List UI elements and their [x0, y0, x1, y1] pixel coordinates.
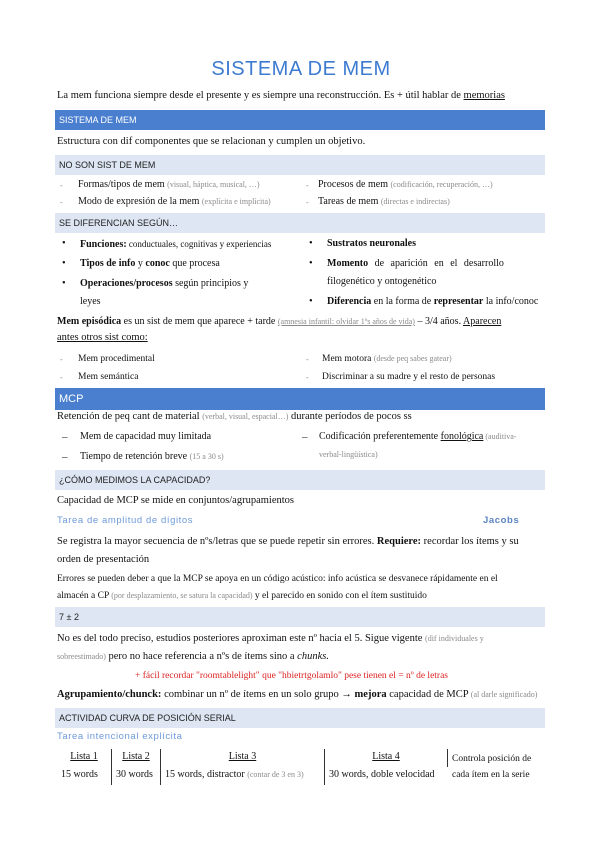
- table-cell: 15 words, distractor (contar de 3 en 3): [161, 767, 325, 785]
- list-item: Tipos de info y conoc que procesa: [80, 258, 220, 269]
- sistema-text: Estructura con dif componentes que se relacionan y cumplen un objetivo.: [57, 136, 366, 147]
- seven-text-2: sobreestimado) pero no hace referencia a nºs de ítems sino a chunks.: [57, 651, 329, 662]
- section-header-capacidad: ¿CÓMO MEDIMOS LA CAPACIDAD?: [55, 470, 545, 490]
- digits-text-2: orden de presentación: [57, 554, 150, 565]
- example-red: + fácil recordar "roomtablelight" que "hbietrtgolamlo" pese tienen el = nº de letras: [135, 671, 449, 681]
- section-header-sistema: SISTEMA DE MEM: [55, 110, 545, 130]
- control-note: Controla posición de cada ítem en la serie: [452, 754, 532, 780]
- capacidad-text: Capacidad de MCP se mide en conjuntos/agrupamientos: [57, 495, 294, 506]
- author-name: Jacobs: [483, 515, 520, 526]
- digits-text-3: Errores se pueden deber a que la MCP se apoya en un código acústico: info acústica se desvanece rápidamente en el: [57, 574, 498, 584]
- page-title: SISTEMA DE MEM: [211, 58, 391, 80]
- list-item: Procesos de mem (codificación, recuperación, …): [318, 179, 493, 190]
- intro-text: La mem funciona siempre desde el presente y es siempre una reconstrucción. Es + útil hablar de memorias: [57, 90, 505, 101]
- section-header-serial: ACTIVIDAD CURVA DE POSICIÓN SERIAL: [55, 708, 545, 728]
- episodic-text-cont: antes otros sist como:: [57, 332, 148, 343]
- list-item: Mem de capacidad muy limitada: [80, 431, 212, 442]
- list-item: Discriminar a su madre y el resto de personas: [322, 372, 496, 382]
- digits-text-4: almacén a CP (por desplazamiento, se satura la capacidad) y el parecido en sonido con el ítem sustituido: [57, 591, 427, 601]
- list-item: Modo de expresión de la mem (explícita e implícita): [78, 196, 271, 207]
- list-item-cont: filogenético y ontogenético: [327, 276, 437, 287]
- table-header: Lista 2: [112, 749, 161, 767]
- list-item: Sustratos neuronales: [327, 238, 416, 249]
- list-item: Operaciones/procesos según principios y: [80, 278, 249, 289]
- seven-text-3: Agrupamiento/chunck: combinar un nº de ítems en un solo grupo → mejora capacidad de MCP (al darle significado): [57, 689, 538, 700]
- list-item-cont: leyes: [80, 296, 101, 307]
- digits-text-1: Se registra la mayor secuencia de nºs/letras que se puede repetir sin errores. Requiere: recordar los ítems y su: [57, 536, 519, 547]
- section-header-diferencian: SE DIFERENCIAN SEGÚN…: [55, 213, 545, 233]
- list-item: Momento de aparición en el desarrollo: [327, 258, 504, 269]
- list-item: Mem procedimental: [78, 354, 155, 364]
- subheading-digitos: Tarea de amplitud de dígitos: [57, 515, 194, 526]
- list-item: Formas/tipos de mem (visual, háptica, musical, …): [78, 179, 260, 190]
- section-header-mcp: MCP: [55, 388, 545, 410]
- section-header-no-son: NO SON SIST DE MEM: [55, 155, 545, 175]
- table-cell: 30 words, doble velocidad: [329, 769, 435, 780]
- table-cell: 30 words: [112, 767, 161, 785]
- episodic-text: Mem episódica es un sist de mem que aparece + tarde (amnesia infantil: olvidar 1ºs años de vida) – 3/4 años. Aparecen: [57, 316, 502, 327]
- table-header: Lista 3: [161, 749, 325, 767]
- table-cell: 15 words: [57, 767, 112, 785]
- table-header: Lista 1: [57, 749, 112, 767]
- list-item: Mem motora (desde peq sabes gatear): [322, 354, 452, 364]
- mcp-text: Retención de peq cant de material (verbal, visual, espacial…) durante períodos de pocos ss: [57, 411, 412, 422]
- list-item: Tareas de mem (directas e indirectas): [318, 196, 450, 207]
- list-item: Diferencia en la forma de representar la info/conoc: [327, 296, 539, 307]
- subheading-serial: Tarea intencional explícita: [57, 731, 183, 742]
- table-header: Lista 4: [325, 749, 448, 767]
- list-item: Codificación preferentemente fonológica (auditiva-: [319, 431, 517, 442]
- list-item: Tiempo de retención breve (15 a 30 s): [80, 451, 224, 462]
- list-item: Funciones: conductuales, cognitivas y experiencias: [80, 239, 272, 250]
- list-item: Mem semántica: [78, 372, 139, 382]
- seven-text-1: No es del todo preciso, estudios posteriores aproximan este nº hacia el 5. Sigue vigente (dif individuales y: [57, 633, 484, 644]
- lists-table: [57, 749, 535, 785]
- list-item-cont: verbal-lingüística): [319, 450, 378, 459]
- section-header-seven: 7 ± 2: [55, 607, 545, 627]
